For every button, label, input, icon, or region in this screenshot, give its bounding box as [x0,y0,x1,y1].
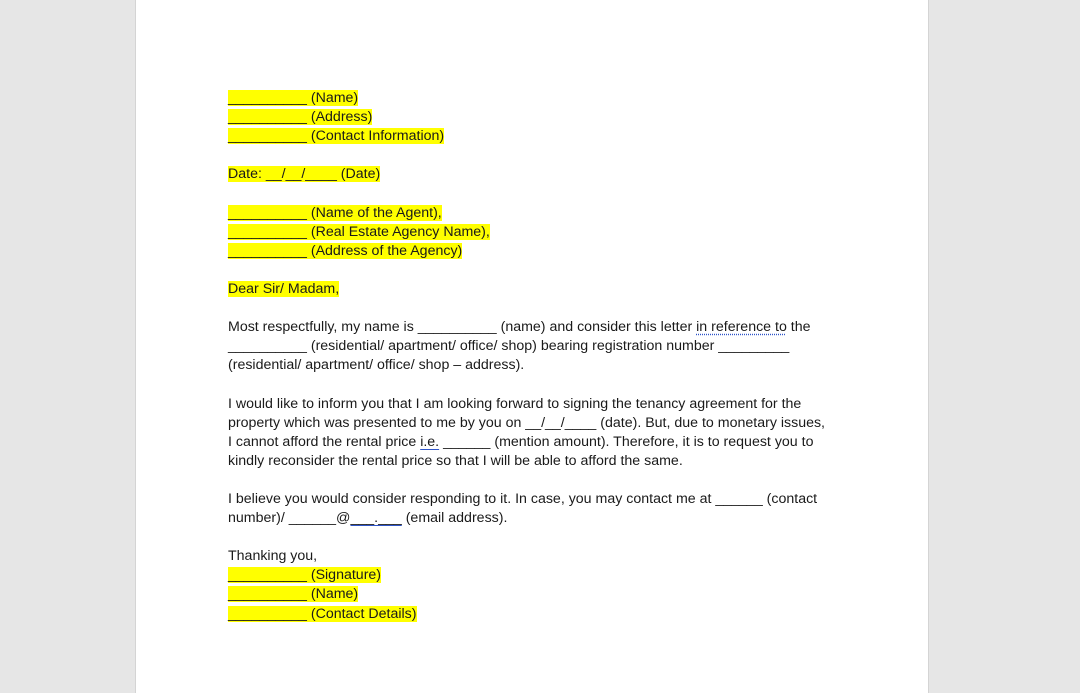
date-row [228,165,848,184]
spacer [228,299,848,318]
paragraph-1-line-1 [228,318,848,337]
paragraph-2-line-1: I would like to inform you that I am looking forward to signing the tenancy agreement for the [228,395,802,412]
paragraph-1-line-3: (residential/ apartment/ office/ shop – address). [228,357,525,374]
paragraph-2-line-3 [228,433,848,452]
closing-name-line: __________ (Name) [228,586,359,603]
paragraph-3-line-2 [228,509,848,528]
sender-block-name [228,89,848,108]
spacer [228,528,848,547]
spacer [228,261,848,280]
para2-line3-start: I cannot afford the rental price [228,433,421,450]
closing-row-signature [228,566,848,585]
document-page [135,0,929,693]
recipient-row-agent [228,204,848,223]
spacer [228,471,848,490]
sender-address-line: __________ (Address) [228,109,373,126]
spacer [228,184,848,203]
recipient-agency-address-line: __________ (Address of the Agency) [228,242,463,259]
closing-signature-line: __________ (Signature) [228,567,382,584]
spacer [228,375,848,394]
salutation-row [228,280,848,299]
paragraph-2-line-2: property which was presented to me by you on __/__/____ (date). But, due to monetary issues, [228,414,826,431]
sender-block-address [228,108,848,127]
sender-block-contact [228,127,848,146]
date-line: Date: __/__/____ (Date) [228,166,381,183]
para3-line2-start: number)/ ______@ [228,510,351,527]
grammar-flag-ie[interactable]: i.e. [420,433,440,450]
closing-contact-line: __________ (Contact Details) [228,605,417,622]
paragraph-2-line-4: kindly reconsider the rental price so that I will be able to afford the same. [228,452,683,469]
closing-row-contact [228,605,848,624]
recipient-row-agency [228,223,848,242]
para1-line1-end: the [786,319,811,336]
closing-thanking: Thanking you, [228,548,318,565]
recipient-row-address [228,242,848,261]
paragraph-1-line-2: __________ (residential/ apartment/ office/ shop) bearing registration number _________ [228,338,790,355]
para2-line3-end: ______ (mention amount). Therefore, it is to request you to [439,433,814,450]
salutation: Dear Sir/ Madam, [228,280,340,297]
closing-row-name [228,585,848,604]
recipient-agent-line: __________ (Name of the Agent), [228,204,442,221]
grammar-flag-in-reference-to[interactable]: in reference to [696,319,787,336]
sender-contact-line: __________ (Contact Information) [228,128,445,145]
sender-name-line: __________ (Name) [228,90,359,106]
recipient-agency-line: __________ (Real Estate Agency Name), [228,223,490,240]
grammar-flag-email-domain[interactable]: ___.___ [350,510,402,527]
letter-body[interactable] [228,89,848,624]
para3-line2-end: (email address). [401,510,508,527]
para1-line1-start: Most respectfully, my name is __________ (name) and consider this letter [228,319,697,336]
spacer [228,146,848,165]
paragraph-3-line-1: I believe you would consider responding to it. In case, you may contact me at ______ (contact [228,490,818,507]
